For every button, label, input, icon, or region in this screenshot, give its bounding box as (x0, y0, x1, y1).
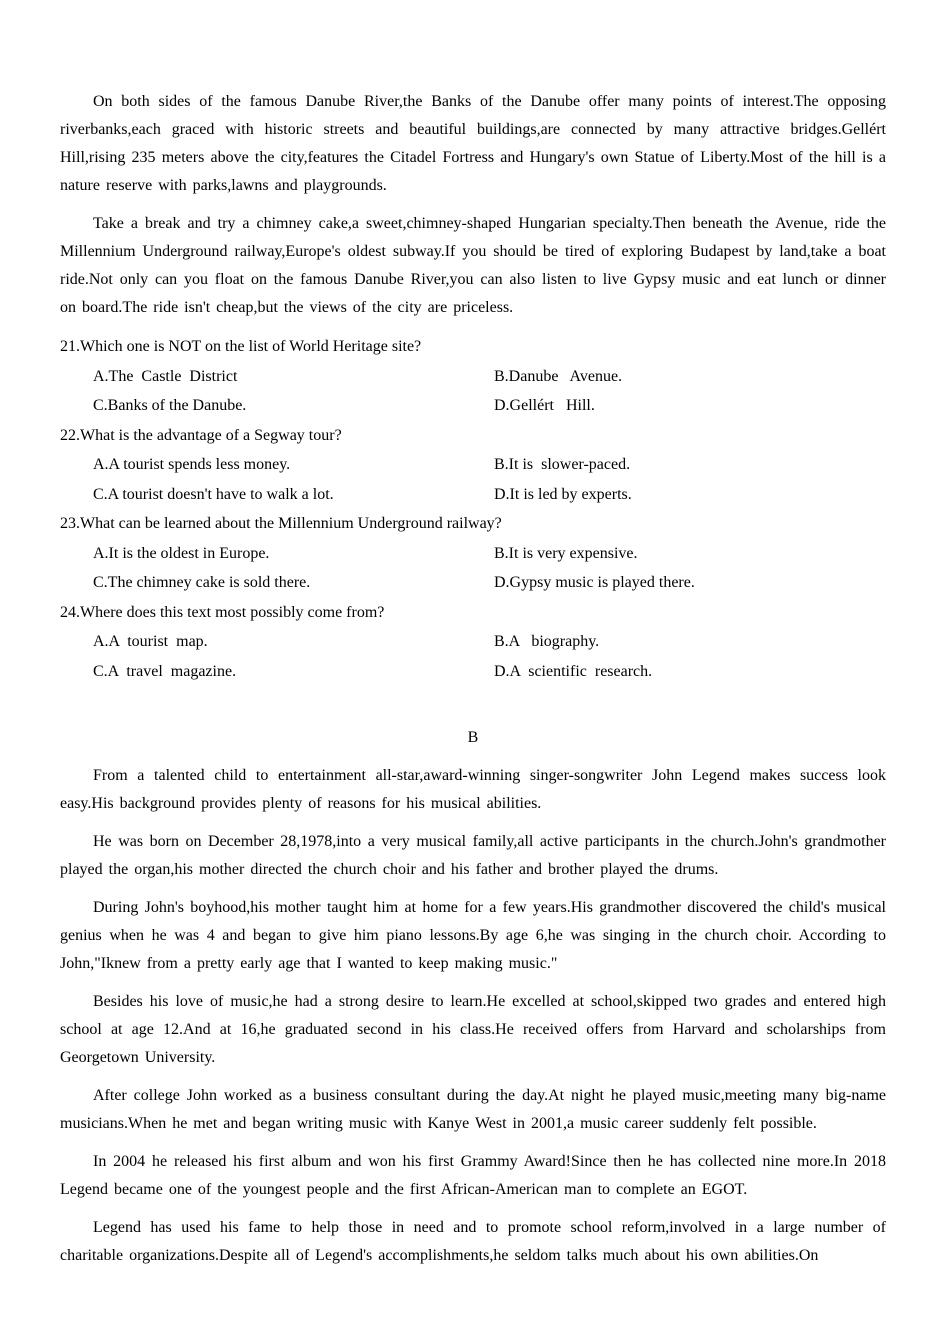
passage-b (60, 724, 886, 1270)
document-page (60, 88, 886, 1280)
option-row (60, 391, 886, 421)
question-stem: 24.Where does this text most possibly come from? (60, 603, 385, 621)
passage-a-paragraph-2: Take a break and try a chimney cake,a sweet,chimney-shaped Hungarian specialty.Then beneath the Avenue, ride the Millennium Underground railway,Europe's oldest subway.If you should be tired of exploring Budapest by land,take a boat ride.Not only can you float on the famous Danube River,you can also listen to live Gypsy music and eat lunch or dinner on board.The ride isn't cheap,but the views of the city are priceless. (60, 215, 886, 316)
option-row (60, 657, 886, 687)
passage-b-paragraph-2: He was born on December 28,1978,into a very musical family,all active participants in the church.John's grandmother played the organ,his mother directed the church choir and his father and brother played the drums. (60, 833, 886, 878)
question-21 (60, 332, 886, 421)
passage-b-paragraph-6: In 2004 he released his first album and won his first Grammy Award!Since then he has collected nine more.In 2018 Legend became one of the youngest people and the first African-American man to complete an EGOT. (60, 1153, 886, 1198)
question-23 (60, 509, 886, 598)
option-b: B.A biography. (494, 633, 600, 650)
option-d: D.A scientific research. (494, 662, 653, 680)
option-a: A.It is the oldest in Europe. (93, 544, 270, 562)
option-row (60, 362, 886, 392)
option-c: C.The chimney cake is sold there. (93, 574, 311, 591)
option-row (60, 539, 886, 569)
option-row (60, 568, 886, 598)
option-b: B.It is slower-paced. (494, 456, 631, 473)
option-row (60, 480, 886, 510)
question-24 (60, 598, 886, 687)
option-c: C.A travel magazine. (93, 662, 237, 680)
option-c: C.Banks of the Danube. (93, 397, 247, 414)
option-row (60, 450, 886, 480)
option-b: B.Danube Avenue. (494, 367, 623, 385)
passage-a-paragraph-1: On both sides of the famous Danube River,the Banks of the Danube offer many points of interest.The opposing riverbanks,each graced with historic streets and beautiful buildings,are connected by many attractive bridges.Gellért Hill,rising 235 meters above the city,features the Citadel Fortress and Hungary's own Statue of Liberty.Most of the hill is a nature reserve with parks,lawns and playgrounds. (60, 93, 886, 194)
option-row (60, 627, 886, 657)
passage-a (60, 88, 886, 322)
question-22 (60, 421, 886, 510)
passage-b-paragraph-3: During John's boyhood,his mother taught him at home for a few years.His grandmother discovered the child's musical genius when he was 4 and began to give him piano lessons.By age 6,he was singing in the church choir. According to John,"Iknew from a pretty early age that I wanted to keep making music." (60, 899, 886, 972)
section-title: B (467, 729, 479, 746)
option-d: D.It is led by experts. (494, 485, 632, 503)
passage-b-paragraph-1: From a talented child to entertainment all-star,award-winning singer-songwriter John Legend makes success look easy.His background provides plenty of reasons for his musical abilities. (60, 767, 886, 812)
option-a: A.A tourist map. (93, 633, 208, 650)
question-stem: 23.What can be learned about the Millennium Underground railway? (60, 515, 502, 532)
option-a: A.A tourist spends less money. (93, 456, 291, 473)
question-stem: 22.What is the advantage of a Segway tour? (60, 426, 342, 444)
option-a: A.The Castle District (93, 367, 238, 385)
question-stem: 21.Which one is NOT on the list of World Heritage site? (60, 338, 422, 355)
passage-b-paragraph-7: Legend has used his fame to help those in need and to promote school reform,involved in a large number of charitable organizations.Despite all of Legend's accomplishments,he seldom talks much about his own abilities.On (60, 1219, 886, 1264)
option-c: C.A tourist doesn't have to walk a lot. (93, 485, 334, 503)
option-b: B.It is very expensive. (494, 544, 638, 562)
passage-b-paragraph-4: Besides his love of music,he had a strong desire to learn.He excelled at school,skipped two grades and entered high school at age 12.And at 16,he graduated second in his class.He received offers from Harvard and scholarships from Georgetown University. (60, 993, 886, 1066)
option-d: D.Gellért Hill. (494, 397, 595, 414)
passage-b-paragraph-5: After college John worked as a business consultant during the day.At night he played music,meeting many big-name musicians.When he met and began writing music with Kanye West in 2001,a music career suddenly felt possible. (60, 1087, 886, 1132)
question-list (60, 332, 886, 686)
option-d: D.Gypsy music is played there. (494, 574, 695, 591)
